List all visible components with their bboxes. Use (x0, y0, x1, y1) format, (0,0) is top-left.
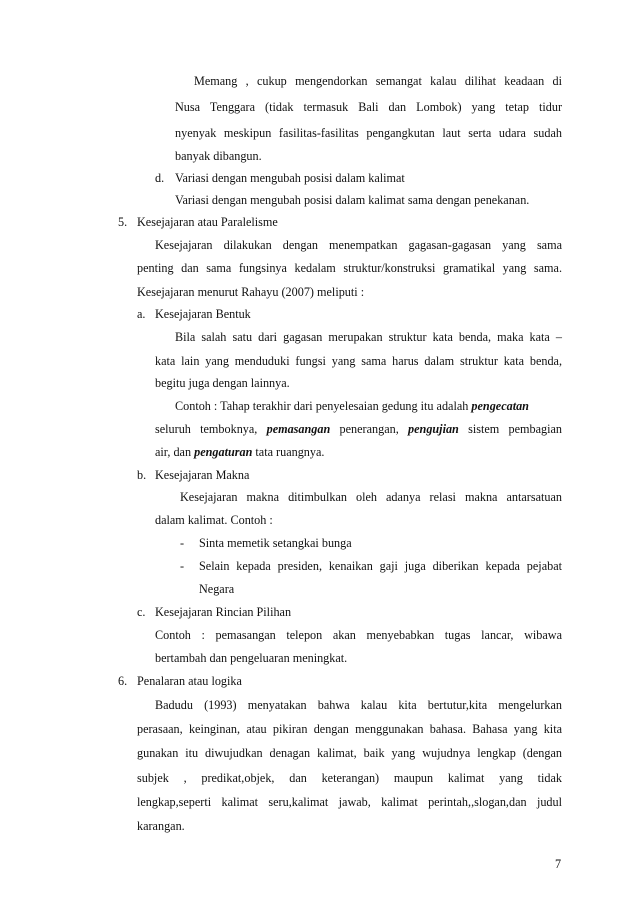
paragraph-line: subjek , predikat,objek, dan keterangan) maupun kalimat yang tidak (137, 771, 562, 785)
subheading: Kesejajaran Bentuk (155, 307, 251, 321)
subheading: Kesejajaran Rincian Pilihan (155, 605, 292, 619)
paragraph-line: Kesejajaran dilakukan dengan menempatkan gagasan-gagasan yang sama (155, 238, 562, 252)
paragraph-line: begitu juga dengan lainnya. (155, 376, 290, 390)
paragraph-line: Bila salah satu dari gagasan merupakan struktur kata benda, maka kata – (175, 330, 562, 344)
paragraph-line: bertambah dan pengeluaran meningkat. (155, 651, 348, 665)
page-number: 7 (555, 857, 562, 871)
paragraph-line: Badudu (1993) menyatakan bahwa kalau kita bertutur,kita mengelurkan (155, 698, 562, 712)
list-marker: b. (137, 468, 147, 482)
section-number: 5. (118, 215, 128, 229)
subheading: Kesejajaran Makna (155, 468, 250, 482)
paragraph-line: nyenyak meskipun fasilitas-fasilitas pengangkutan laut serta udara sudah (175, 126, 562, 140)
list-marker: d. (155, 171, 165, 185)
emphasis-term: pengaturan (194, 445, 253, 459)
emphasis-term: pemasangan (266, 422, 331, 436)
paragraph-line: Contoh : pemasangan telepon akan menyebabkan tugas lancar, wibawa (155, 628, 562, 642)
bullet-dash: - (180, 559, 185, 573)
paragraph-line: Kesejajaran menurut Rahayu (2007) meliputi : (137, 285, 365, 299)
section-title: Penalaran atau logika (137, 674, 242, 688)
paragraph-line: dalam kalimat. Contoh : (155, 513, 273, 527)
bullet-item: Sinta memetik setangkai bunga (199, 536, 352, 550)
list-marker: a. (137, 307, 146, 321)
section-title: Kesejajaran atau Paralelisme (137, 215, 278, 229)
paragraph-line: lengkap,seperti kalimat seru,kalimat jawab, kalimat perintah,,slogan,dan judul (137, 795, 562, 809)
paragraph-line: perasaan, keinginan, atau pikiran dengan menggunakan bahasa. Bahasa yang kita (137, 722, 562, 736)
emphasis-term: pengujian (408, 422, 459, 436)
emphasis-term: pengecatan (471, 399, 529, 413)
example-line: air, dan pengaturan tata ruangnya. (155, 445, 325, 459)
paragraph-line: kata lain yang menduduki fungsi yang sama harus dalam struktur kata benda, (155, 354, 562, 368)
list-marker: c. (137, 605, 146, 619)
paragraph-line: Nusa Tenggara (tidak termasuk Bali dan Lombok) yang tetap tidur (175, 100, 562, 114)
paragraph-line: penting dan sama fungsinya kedalam struktur/konstruksi gramatikal yang sama. (137, 261, 562, 275)
paragraph-line: Memang , cukup mengendorkan semangat kalau dilihat keadaan di (194, 74, 562, 88)
example-line: seluruh temboknya, pemasangan penerangan, pengujian sistem pembagian (155, 422, 562, 436)
bullet-dash: - (180, 536, 185, 550)
paragraph-line: karangan. (137, 819, 185, 833)
subheading: Variasi dengan mengubah posisi dalam kalimat (175, 171, 405, 185)
paragraph-line: Kesejajaran makna ditimbulkan oleh adanya relasi makna antarsatuan (180, 490, 562, 504)
bullet-item: Selain kepada presiden, kenaikan gaji juga diberikan kepada pejabat (199, 559, 562, 573)
paragraph-line: gunakan itu diwujudkan denagan kalimat, baik yang wujudnya lengkap (dengan (137, 746, 562, 760)
bullet-item: Negara (199, 582, 235, 596)
example-line: Contoh : Tahap terakhir dari penyelesaian gedung itu adalah pengecatan (175, 399, 529, 413)
section-number: 6. (118, 674, 128, 688)
paragraph-line: banyak dibangun. (175, 149, 262, 163)
paragraph-line: Variasi dengan mengubah posisi dalam kalimat sama dengan penekanan. (175, 193, 530, 207)
